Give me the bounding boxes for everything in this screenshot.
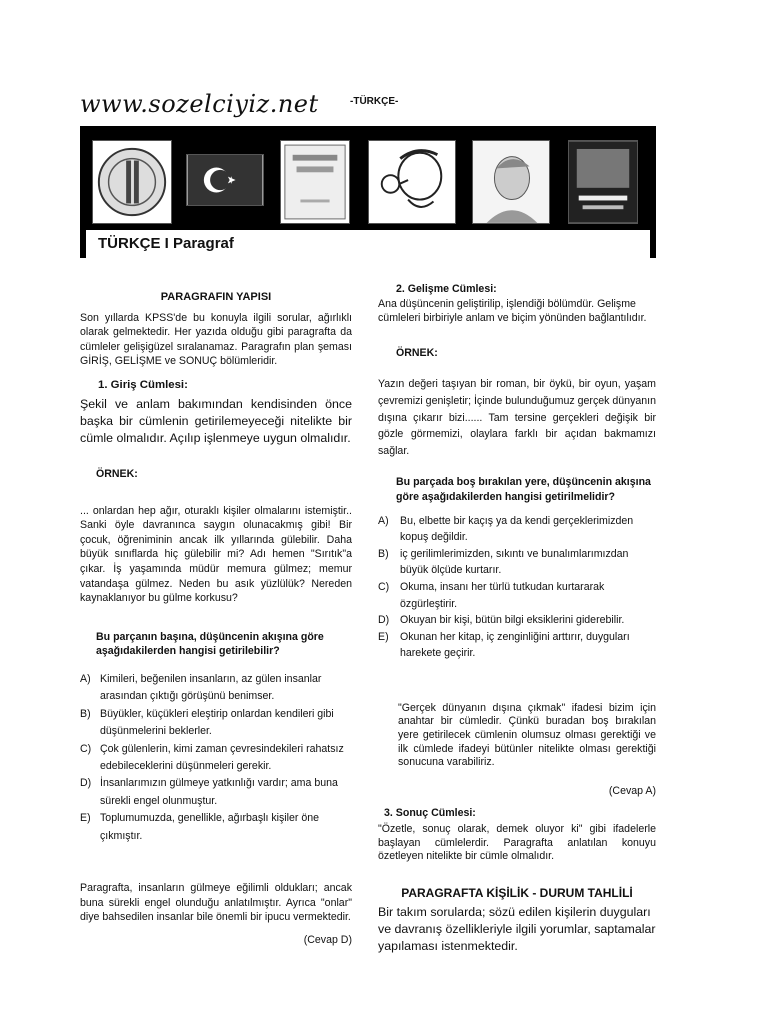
- option-text: Çok gülenlerin, kimi zaman çevresindekileri rahatsız edebileceklerini düşünmeleri gerekir.: [100, 742, 344, 772]
- intro-paragraph: Son yıllarda KPSS'de bu konuyla ilgili sorular, ağırlıklı olarak gelmektedir. Her yazıda olduğu gibi paragrafta da cümleler gelişigüzel sıralanamaz. Paragrafın plan şeması GİRİŞ, GELİŞME ve SONUÇ bölümleridir.: [80, 311, 352, 368]
- header-banner: [80, 126, 656, 258]
- option-letter: A): [378, 514, 389, 527]
- explanation: Paragrafta, insanların gülmeye eğilimli oldukları; ancak buna sürekli engel olunduğu anlatılmıştır. Ayrıca "onlar" diye bahsedilen insanlar bile önemli bir ipucu vermektedir.: [80, 881, 352, 924]
- personality-heading: PARAGRAFTA KİŞİLİK - DURUM TAHLİLİ: [401, 885, 633, 900]
- option-d[interactable]: [80, 775, 352, 810]
- example-label: ÖRNEK:: [96, 467, 138, 480]
- banner-images: [86, 134, 650, 228]
- option-text: İnsanlarımızın gülmeye yatkınlığı vardır; ama buna sürekli engel olunmuştur.: [100, 777, 338, 807]
- option-e[interactable]: [378, 629, 656, 662]
- option-text: Toplumumuzda, genellikle, ağırbaşlı kişiler öne çıkmıştır.: [100, 812, 320, 842]
- turkish-flag-icon: [186, 154, 264, 206]
- intro-text: Şekil ve anlam bakımından kendisinden önce başka bir cümlenin getirilemeyeceği nitelikte bir cümle olmalıdır. Açılıp işlenmeye uygun olmalıdır.: [80, 396, 352, 445]
- option-letter: D): [80, 777, 92, 790]
- option-c[interactable]: [80, 741, 352, 776]
- option-letter: C): [80, 742, 92, 755]
- option-letter: E): [378, 630, 389, 643]
- subject-label: -TÜRKÇE-: [350, 96, 399, 107]
- book-cover-dark-icon: [568, 140, 638, 224]
- option-b[interactable]: [378, 546, 656, 579]
- option-text: Bu, elbette bir kaçış ya da kendi gerçeklerimizden kopuş değildir.: [400, 514, 634, 544]
- right-column: [378, 282, 656, 955]
- development-heading: 2. Gelişme Cümlesi:: [396, 283, 497, 295]
- option-letter: D): [378, 614, 390, 627]
- example-label: ÖRNEK:: [396, 346, 438, 359]
- option-text: Okuma, insanı her türlü tutkudan kurtararak özgürleştirir.: [400, 580, 605, 610]
- example-text: ... onlardan hep ağır, oturaklı kişiler olmalarını istemiştir.. Sanki öyle davranınca saygın olunacakmış gibi! Bir çocuk, öğreniminin ancak ilk yıllarında gülebilir. Daha büyük sınıflarda hiç gülebilir mi? Adı hemen "Sırıtık"a çıkar. İş yaşamında müdür memura gülmez; memur vatandaşa gülmez. Neden bu asık yüzlülük? Nereden kaynaklanıyor bu gülme korkusu?: [80, 504, 352, 605]
- option-text: Okunan her kitap, iç zenginliğini arttırır, duyguları harekete geçirir.: [400, 630, 630, 660]
- intro-heading: 1. Giriş Cümlesi:: [98, 378, 188, 391]
- option-b[interactable]: [80, 706, 352, 741]
- option-a[interactable]: [80, 671, 352, 706]
- options-list: [378, 513, 656, 662]
- option-letter: A): [80, 672, 91, 685]
- option-text: Büyükler, küçükleri eleştirip onlardan kendileri gibi düşünmelerini beklerler.: [100, 707, 334, 738]
- option-text: Kimileri, beğenilen insanların, az gülen insanlar arasından çıktığı görüşünü benimser.: [100, 672, 322, 703]
- option-text: iç gerilimlerimizden, sıkıntı ve bunalımlarımızdan büyük ölçüde kurtarır.: [400, 547, 629, 577]
- question: Bu parçanın başına, düşüncenin akışına göre aşağıdakilerden hangisi getirilebilir?: [96, 630, 324, 658]
- option-d[interactable]: [378, 612, 656, 629]
- answer: (Cevap A): [608, 784, 656, 797]
- example-text: Yazın değeri taşıyan bir roman, bir öykü, bir oyun, yaşam çevremizi genişletir; İçinde bulunduğumuz gerçek dünyanın dışına çıkarır bizi...... Tam tersine gerçekleri değişik bir gözle görmemizi, olaylara farklı bir açıdan bakmamızı sağlar.: [378, 378, 656, 457]
- option-letter: B): [378, 547, 389, 560]
- site-logo: www.sozelciyiz.net: [80, 90, 319, 118]
- option-letter: E): [80, 812, 91, 825]
- book-cover-icon: [280, 140, 350, 224]
- tdk-logo-icon: [92, 140, 172, 224]
- option-e[interactable]: [80, 810, 352, 845]
- option-letter: B): [80, 707, 91, 720]
- section-title: PARAGRAFIN YAPISI: [160, 291, 272, 303]
- conclusion-text: "Özetle, sonuç olarak, demek oluyor ki" gibi ifadelerle başlayan cümlelerdir. Paragrafta anlatılan konuyu özetleyen nitelikte bir cümle olmalıdır.: [378, 823, 656, 863]
- option-text: Okuyan bir kişi, bütün bilgi eksiklerini giderebilir.: [400, 614, 625, 627]
- explanation: "Gerçek dünyanın dışına çıkmak" ifadesi bizim için anahtar bir cümledir. Çünkü buradan boş bırakılan yere getirilecek cümlenin olumsuz olması gerektiği ve ilk cümlede ifadeyi bütünler nitelikte olması gerektiği sonucuna varabiliriz.: [398, 701, 656, 769]
- option-a[interactable]: [378, 513, 656, 546]
- banner-title-bar: [86, 228, 650, 258]
- conclusion-heading: 3. Sonuç Cümlesi:: [384, 807, 476, 820]
- options-list: [80, 671, 352, 845]
- development-text: Ana düşüncenin geliştirilip, işlendiği bölümdür. Gelişme cümleleri birbiriyle anlam ve biçim yönünden bağlantılıdır.: [378, 297, 647, 325]
- left-column: [80, 290, 352, 947]
- option-c[interactable]: [378, 579, 656, 612]
- personality-text: Bir takım sorularda; sözü edilen kişilerin duyguları ve davranış özellikleriyle ilgili yorumlar, saptamalar yapılaması istenmektedir.: [378, 905, 656, 954]
- portrait-icon: [472, 140, 550, 224]
- option-letter: C): [378, 580, 390, 593]
- question: Bu parçada boş bırakılan yere, düşüncenin akışına göre aşağıdakilerden hangisi getirilmelidir?: [396, 476, 651, 503]
- answer: (Cevap D): [303, 933, 352, 946]
- banner-title: TÜRKÇE I Paragraf: [98, 235, 234, 252]
- caricature-icon: [368, 140, 456, 224]
